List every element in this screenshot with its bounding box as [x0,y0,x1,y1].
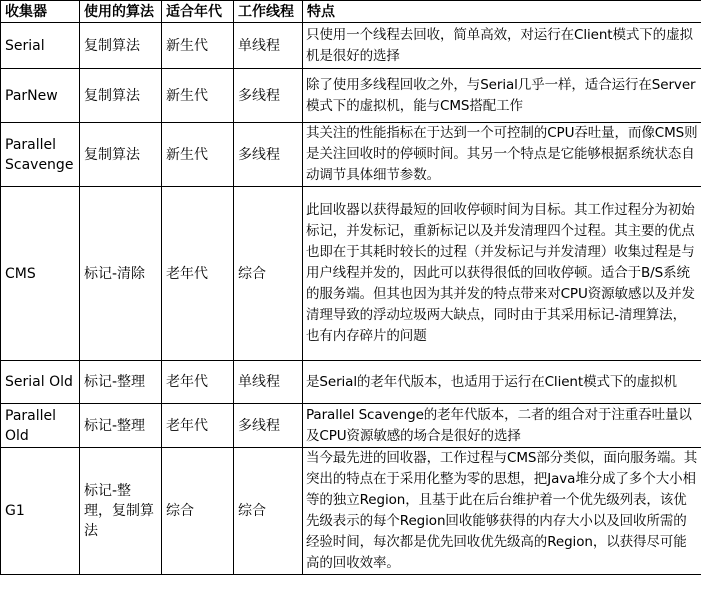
threads-cell: 多线程 [234,123,303,187]
algorithm-cell: 复制算法 [80,123,162,187]
algorithm-cell: 标记-清除 [80,187,162,361]
collector-name: Parallel Scavenge [1,123,80,187]
algorithm-cell: 标记-整理 [80,361,162,404]
features-cell: 其关注的性能指标在于达到一个可控制的CPU吞吐量，而像CMS则是关注回收时的停顿时间。其另一个特点是它能够根据系统状态自动调节具体细节参数。 [303,123,701,187]
table-row [1,23,701,69]
generation-cell: 老年代 [162,361,234,404]
algorithm-cell: 标记-整理 [80,404,162,448]
algorithm-cell: 复制算法 [80,23,162,69]
table-row [1,187,701,361]
features-cell: Parallel Scavenge的老年代版本，二者的组合对于注重吞吐量以及CPU资源敏感的场合是很好的选择 [303,404,701,448]
header-features: 特点 [303,1,701,23]
features-cell: 除了使用多线程回收之外，与Serial几乎一样，适合运行在Server模式下的虚拟机，能与CMS搭配工作 [303,69,701,123]
header-threads: 工作线程 [234,1,303,23]
features-cell: 当今最先进的回收器，工作过程与CMS部分类似，面向服务端。其突出的特点在于采用化整为零的思想，把Java堆分成了多个大小相等的独立Region，且基于此在后台维护着一个优先级列表，该优先级表示的每个Region回收能够获得的内存大小以及回收所需的经验时间，每次都是优先回收优先级高的Region，以获得尽可能高的回收效率。 [303,448,701,575]
table-row [1,123,701,187]
threads-cell: 多线程 [234,69,303,123]
header-collector: 收集器 [1,1,80,23]
threads-cell: 综合 [234,187,303,361]
header-algorithm: 使用的算法 [80,1,162,23]
threads-cell: 单线程 [234,361,303,404]
features-cell: 是Serial的老年代版本，也适用于运行在Client模式下的虚拟机 [303,361,701,404]
collector-name: CMS [1,187,80,361]
collector-name: Serial [1,23,80,69]
table-row [1,448,701,575]
threads-cell: 多线程 [234,404,303,448]
generation-cell: 综合 [162,448,234,575]
collector-name: ParNew [1,69,80,123]
header-generation: 适合年代 [162,1,234,23]
features-cell: 只使用一个线程去回收，简单高效，对运行在Client模式下的虚拟机是很好的选择 [303,23,701,69]
table-row [1,361,701,404]
generation-cell: 老年代 [162,404,234,448]
threads-cell: 单线程 [234,23,303,69]
table-row [1,404,701,448]
generation-cell: 新生代 [162,69,234,123]
generation-cell: 新生代 [162,123,234,187]
collector-name: G1 [1,448,80,575]
table-header-row [1,1,701,23]
generation-cell: 老年代 [162,187,234,361]
threads-cell: 综合 [234,448,303,575]
collector-name: Parallel Old [1,404,80,448]
table-row [1,69,701,123]
algorithm-cell: 标记-整理，复制算法 [80,448,162,575]
collector-name: Serial Old [1,361,80,404]
generation-cell: 新生代 [162,23,234,69]
features-cell: 此回收器以获得最短的回收停顿时间为目标。其工作过程分为初始标记，并发标记，重新标记以及并发清理四个过程。其主要的优点也即在于其耗时较长的过程（并发标记与并发清理）收集过程是与用户线程并发的，因此可以获得很低的回收停顿。适合于B/S系统的服务端。但其也因为其并发的特点带来对CPU资源敏感以及并发清理导致的浮动垃圾两大缺点，同时由于其采用标记-清理算法，也有内存碎片的问题 [303,187,701,361]
algorithm-cell: 复制算法 [80,69,162,123]
